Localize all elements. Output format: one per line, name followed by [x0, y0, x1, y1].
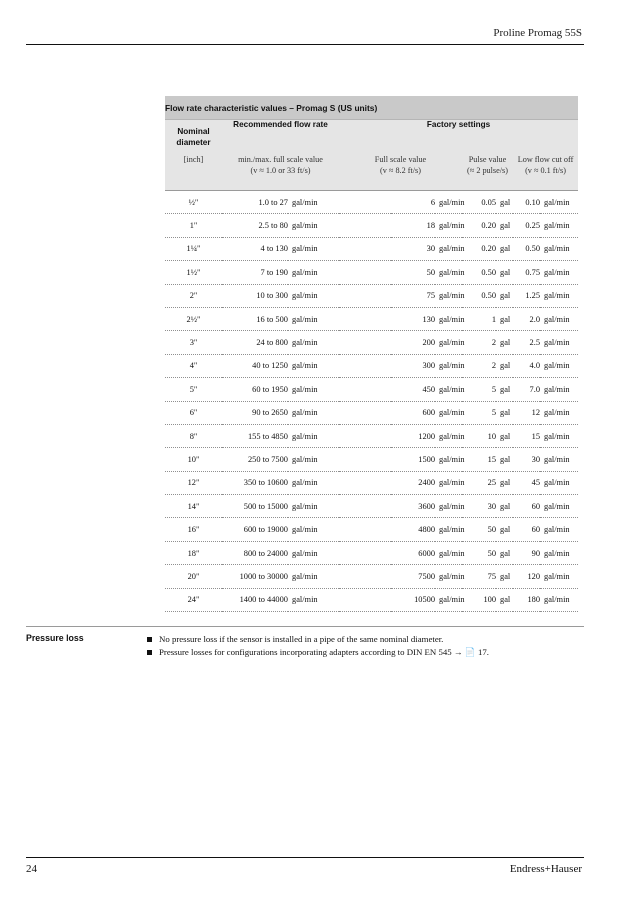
cell-low-flow-unit: gal/min: [540, 588, 578, 611]
table-caption: Flow rate characteristic values – Promag S (US units): [165, 96, 578, 120]
cell-low-flow-unit: gal/min: [540, 495, 578, 518]
cell-nominal-diameter: 1½": [165, 261, 222, 284]
cell-low-flow-value: 1.25: [513, 284, 540, 307]
bullet-text: Pressure losses for configurations incorporating adapters according to DIN EN 545 → 📄 17.: [159, 647, 490, 657]
cell-full-scale-unit: gal/min: [435, 237, 462, 260]
cell-pulse-value: 100: [462, 588, 496, 611]
cell-pulse-unit: gal: [496, 307, 513, 330]
header-full-scale-value: [339, 154, 462, 191]
cell-full-scale-value: 18: [339, 214, 435, 237]
cell-full-scale-value: 7500: [339, 565, 435, 588]
header-rule: [26, 44, 584, 45]
cell-low-flow-value: 180: [513, 588, 540, 611]
cell-recommended-unit: gal/min: [288, 331, 339, 354]
cell-full-scale-value: 3600: [339, 495, 435, 518]
cell-full-scale-unit: gal/min: [435, 541, 462, 564]
cell-pulse-value: 5: [462, 401, 496, 424]
table-row: [165, 565, 578, 588]
header-minmax-line1: min./max. full scale value: [238, 155, 323, 164]
cell-low-flow-value: 60: [513, 518, 540, 541]
cell-low-flow-value: 90: [513, 541, 540, 564]
cell-full-scale-unit: gal/min: [435, 191, 462, 214]
table-row: [165, 191, 578, 214]
cell-nominal-diameter: 5": [165, 378, 222, 401]
cell-recommended-unit: gal/min: [288, 518, 339, 541]
header-factory-settings: Factory settings: [339, 120, 578, 155]
cell-full-scale-value: 600: [339, 401, 435, 424]
header-low-flow-line1: Low flow cut off: [517, 155, 574, 164]
cell-full-scale-value: 30: [339, 237, 435, 260]
table-row: [165, 401, 578, 424]
header-low-flow-line2: (v ≈ 0.1 ft/s): [525, 166, 566, 175]
cell-full-scale-unit: gal/min: [435, 354, 462, 377]
header-pulse-line2: (≈ 2 pulse/s): [467, 166, 508, 175]
cell-recommended-unit: gal/min: [288, 495, 339, 518]
cell-recommended-unit: gal/min: [288, 448, 339, 471]
cell-low-flow-unit: gal/min: [540, 261, 578, 284]
cell-recommended-range: 155 to 4850: [222, 424, 288, 447]
cell-low-flow-unit: gal/min: [540, 565, 578, 588]
cell-low-flow-unit: gal/min: [540, 284, 578, 307]
cell-full-scale-unit: gal/min: [435, 518, 462, 541]
cell-pulse-unit: gal: [496, 331, 513, 354]
cell-low-flow-value: 2.5: [513, 331, 540, 354]
cell-pulse-value: 5: [462, 378, 496, 401]
cell-full-scale-value: 75: [339, 284, 435, 307]
cell-pulse-unit: gal: [496, 191, 513, 214]
cell-nominal-diameter: 1¼": [165, 237, 222, 260]
cell-pulse-value: 0.20: [462, 214, 496, 237]
cell-low-flow-value: 7.0: [513, 378, 540, 401]
header-unit-inch: [inch]: [165, 154, 222, 191]
cell-full-scale-unit: gal/min: [435, 401, 462, 424]
cell-recommended-unit: gal/min: [288, 541, 339, 564]
cell-recommended-range: 500 to 15000: [222, 495, 288, 518]
cell-nominal-diameter: 2": [165, 284, 222, 307]
cell-nominal-diameter: 12": [165, 471, 222, 494]
cell-recommended-range: 2.5 to 80: [222, 214, 288, 237]
cell-recommended-range: 40 to 1250: [222, 354, 288, 377]
table-row: [165, 588, 578, 611]
cell-full-scale-unit: gal/min: [435, 448, 462, 471]
cell-pulse-unit: gal: [496, 471, 513, 494]
pressure-loss-bullets: [147, 633, 587, 659]
header-title: Proline Promag 55S: [493, 27, 582, 39]
cell-full-scale-value: 50: [339, 261, 435, 284]
cell-low-flow-value: 15: [513, 424, 540, 447]
cell-low-flow-value: 12: [513, 401, 540, 424]
cell-nominal-diameter: 14": [165, 495, 222, 518]
cell-pulse-value: 30: [462, 495, 496, 518]
table-row: [165, 214, 578, 237]
cell-low-flow-unit: gal/min: [540, 214, 578, 237]
cell-recommended-range: 600 to 19000: [222, 518, 288, 541]
cell-recommended-range: 16 to 500: [222, 307, 288, 330]
header-minmax-line2: (v ≈ 1.0 or 33 ft/s): [250, 166, 311, 175]
cell-low-flow-unit: gal/min: [540, 191, 578, 214]
table-row: [165, 448, 578, 471]
cell-full-scale-value: 1200: [339, 424, 435, 447]
table-row: [165, 284, 578, 307]
cell-recommended-range: 1000 to 30000: [222, 565, 288, 588]
cell-low-flow-value: 0.25: [513, 214, 540, 237]
cell-recommended-range: 4 to 130: [222, 237, 288, 260]
header-low-flow-cut-off: [513, 154, 578, 191]
cell-full-scale-value: 4800: [339, 518, 435, 541]
cell-recommended-range: 1.0 to 27: [222, 191, 288, 214]
cell-full-scale-value: 2400: [339, 471, 435, 494]
cell-full-scale-unit: gal/min: [435, 588, 462, 611]
cell-pulse-unit: gal: [496, 495, 513, 518]
cell-recommended-unit: gal/min: [288, 354, 339, 377]
cell-low-flow-unit: gal/min: [540, 518, 578, 541]
cell-low-flow-value: 2.0: [513, 307, 540, 330]
cell-nominal-diameter: 8": [165, 424, 222, 447]
cell-pulse-value: 25: [462, 471, 496, 494]
cell-nominal-diameter: 10": [165, 448, 222, 471]
cell-recommended-unit: gal/min: [288, 191, 339, 214]
bullet-item: [147, 646, 587, 659]
cell-nominal-diameter: 18": [165, 541, 222, 564]
cell-recommended-range: 7 to 190: [222, 261, 288, 284]
cell-pulse-unit: gal: [496, 237, 513, 260]
cell-pulse-value: 0.50: [462, 261, 496, 284]
cell-full-scale-unit: gal/min: [435, 331, 462, 354]
footer-rule: [26, 857, 584, 858]
cell-recommended-unit: gal/min: [288, 588, 339, 611]
header-full-scale-line2: (v ≈ 8.2 ft/s): [380, 166, 421, 175]
cell-pulse-unit: gal: [496, 284, 513, 307]
footer-brand: Endress+Hauser: [509, 863, 582, 875]
table-row: [165, 354, 578, 377]
cell-full-scale-value: 200: [339, 331, 435, 354]
cell-recommended-range: 800 to 24000: [222, 541, 288, 564]
cell-pulse-unit: gal: [496, 378, 513, 401]
cell-nominal-diameter: 4": [165, 354, 222, 377]
cell-low-flow-value: 0.10: [513, 191, 540, 214]
header-minmax-full-scale: [222, 154, 339, 191]
header-nominal-diameter: Nominal diameter: [165, 120, 222, 155]
cell-full-scale-value: 300: [339, 354, 435, 377]
cell-full-scale-unit: gal/min: [435, 284, 462, 307]
cell-nominal-diameter: ½": [165, 191, 222, 214]
cell-low-flow-unit: gal/min: [540, 331, 578, 354]
table-row: [165, 331, 578, 354]
cell-recommended-unit: gal/min: [288, 565, 339, 588]
cell-pulse-value: 0.50: [462, 284, 496, 307]
cell-recommended-range: 350 to 10600: [222, 471, 288, 494]
section-divider: [26, 626, 584, 627]
cell-nominal-diameter: 16": [165, 518, 222, 541]
cell-recommended-range: 60 to 1950: [222, 378, 288, 401]
cell-full-scale-unit: gal/min: [435, 378, 462, 401]
cell-recommended-unit: gal/min: [288, 214, 339, 237]
cell-low-flow-unit: gal/min: [540, 378, 578, 401]
cell-full-scale-value: 10500: [339, 588, 435, 611]
cell-full-scale-unit: gal/min: [435, 495, 462, 518]
bullet-text: No pressure loss if the sensor is installed in a pipe of the same nominal diameter.: [159, 634, 444, 644]
pressure-loss-label: Pressure loss: [26, 633, 84, 643]
flow-rate-table: [165, 96, 578, 612]
cell-full-scale-value: 1500: [339, 448, 435, 471]
cell-pulse-unit: gal: [496, 518, 513, 541]
cell-full-scale-value: 6000: [339, 541, 435, 564]
flow-rate-table-container: [165, 96, 578, 612]
cell-recommended-unit: gal/min: [288, 378, 339, 401]
cell-low-flow-value: 30: [513, 448, 540, 471]
cell-pulse-value: 50: [462, 518, 496, 541]
cell-low-flow-unit: gal/min: [540, 401, 578, 424]
cell-pulse-value: 0.20: [462, 237, 496, 260]
cell-pulse-unit: gal: [496, 424, 513, 447]
cell-recommended-range: 10 to 300: [222, 284, 288, 307]
cell-low-flow-value: 4.0: [513, 354, 540, 377]
table-row: [165, 237, 578, 260]
cell-low-flow-value: 120: [513, 565, 540, 588]
table-row: [165, 541, 578, 564]
cell-pulse-unit: gal: [496, 588, 513, 611]
cell-low-flow-unit: gal/min: [540, 471, 578, 494]
cell-pulse-value: 50: [462, 541, 496, 564]
cell-pulse-value: 0.05: [462, 191, 496, 214]
cell-full-scale-value: 450: [339, 378, 435, 401]
cell-full-scale-unit: gal/min: [435, 214, 462, 237]
cell-low-flow-unit: gal/min: [540, 448, 578, 471]
cell-full-scale-unit: gal/min: [435, 307, 462, 330]
cell-recommended-unit: gal/min: [288, 401, 339, 424]
cell-full-scale-unit: gal/min: [435, 424, 462, 447]
cell-low-flow-unit: gal/min: [540, 237, 578, 260]
cell-low-flow-value: 0.75: [513, 261, 540, 284]
cell-recommended-unit: gal/min: [288, 471, 339, 494]
cell-full-scale-unit: gal/min: [435, 471, 462, 494]
table-row: [165, 307, 578, 330]
cell-low-flow-unit: gal/min: [540, 424, 578, 447]
bullet-square-icon: [147, 650, 152, 655]
cell-pulse-value: 1: [462, 307, 496, 330]
cell-nominal-diameter: 24": [165, 588, 222, 611]
cell-full-scale-value: 6: [339, 191, 435, 214]
header-pulse-value: [462, 154, 513, 191]
cell-low-flow-unit: gal/min: [540, 307, 578, 330]
table-row: [165, 495, 578, 518]
bullet-item: [147, 633, 587, 646]
cell-pulse-unit: gal: [496, 401, 513, 424]
cell-pulse-unit: gal: [496, 448, 513, 471]
cell-pulse-value: 10: [462, 424, 496, 447]
cell-recommended-unit: gal/min: [288, 261, 339, 284]
cell-pulse-unit: gal: [496, 541, 513, 564]
cell-pulse-unit: gal: [496, 214, 513, 237]
table-body: [165, 191, 578, 612]
header-full-scale-line1: Full scale value: [374, 155, 427, 164]
cell-nominal-diameter: 20": [165, 565, 222, 588]
table-row: [165, 424, 578, 447]
cell-pulse-value: 2: [462, 354, 496, 377]
table-row: [165, 261, 578, 284]
cell-low-flow-value: 0.50: [513, 237, 540, 260]
cell-full-scale-value: 130: [339, 307, 435, 330]
cell-recommended-range: 24 to 800: [222, 331, 288, 354]
cell-nominal-diameter: 6": [165, 401, 222, 424]
cell-pulse-unit: gal: [496, 565, 513, 588]
cell-pulse-unit: gal: [496, 261, 513, 284]
header-pulse-line1: Pulse value: [468, 155, 507, 164]
cell-recommended-range: 1400 to 44000: [222, 588, 288, 611]
cell-full-scale-unit: gal/min: [435, 261, 462, 284]
cell-recommended-unit: gal/min: [288, 307, 339, 330]
cell-pulse-unit: gal: [496, 354, 513, 377]
cell-full-scale-unit: gal/min: [435, 565, 462, 588]
cell-pulse-value: 2: [462, 331, 496, 354]
table-row: [165, 518, 578, 541]
cell-recommended-unit: gal/min: [288, 284, 339, 307]
cell-nominal-diameter: 1": [165, 214, 222, 237]
cell-recommended-unit: gal/min: [288, 424, 339, 447]
cell-low-flow-unit: gal/min: [540, 541, 578, 564]
page-number: 24: [26, 863, 37, 875]
bullet-square-icon: [147, 637, 152, 642]
table-row: [165, 471, 578, 494]
table-row: [165, 378, 578, 401]
cell-pulse-value: 15: [462, 448, 496, 471]
cell-pulse-value: 75: [462, 565, 496, 588]
cell-recommended-range: 90 to 2650: [222, 401, 288, 424]
cell-nominal-diameter: 2½": [165, 307, 222, 330]
cell-low-flow-unit: gal/min: [540, 354, 578, 377]
cell-nominal-diameter: 3": [165, 331, 222, 354]
cell-low-flow-value: 60: [513, 495, 540, 518]
header-recommended-flow-rate: Recommended flow rate: [222, 120, 339, 155]
cell-low-flow-value: 45: [513, 471, 540, 494]
cell-recommended-range: 250 to 7500: [222, 448, 288, 471]
cell-recommended-unit: gal/min: [288, 237, 339, 260]
